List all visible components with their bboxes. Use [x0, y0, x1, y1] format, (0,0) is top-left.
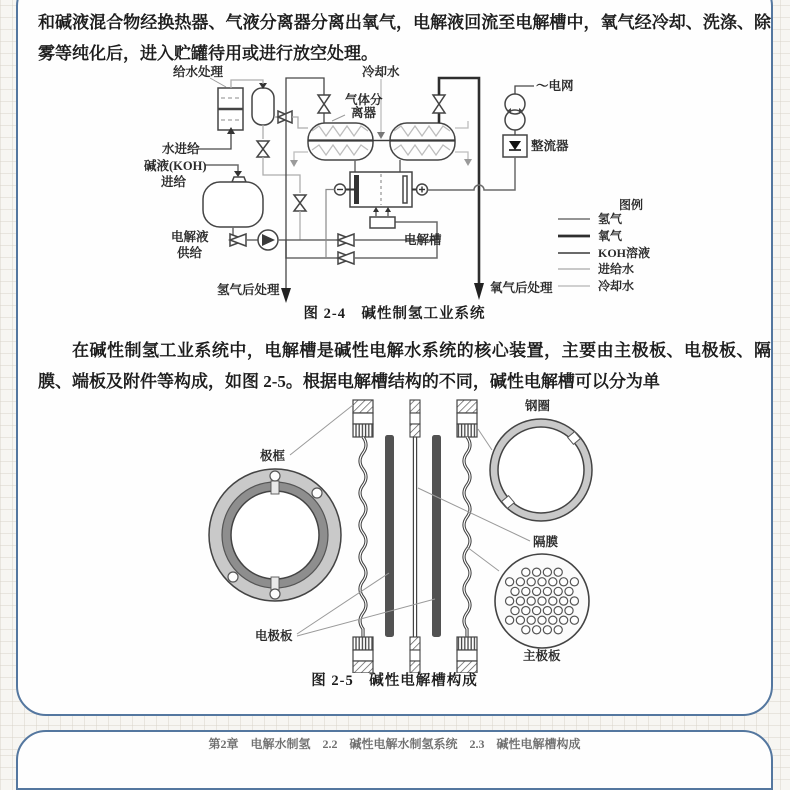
electrolyzer-cell — [335, 160, 428, 228]
feed-water-piping — [257, 111, 308, 240]
main-pole-plate-leader — [467, 547, 499, 571]
label-koh-feed-1: 碱液(KOH) — [144, 159, 207, 173]
label-o2-post-treatment: 氧气后处理 — [490, 281, 553, 295]
label-electrolyte-supply-1: 电解液 — [171, 230, 209, 244]
paragraph-oxygen-purification: 和碱液混合物经换热器、气液分离器分离出氧气，电解液回流至电解槽中，氧气经冷却、洗涤、除雾等纯化后，进入贮罐待用或进行放空处理。 — [38, 13, 771, 63]
legend-title: 图例 — [619, 198, 644, 212]
legend-feed-water: 进给水 — [598, 262, 635, 276]
legend-cooling-water: 冷却水 — [598, 279, 635, 293]
label-main-pole-plate: 主极板 — [523, 649, 561, 663]
koh-feed-tank — [203, 165, 263, 227]
legend — [558, 197, 650, 293]
figure-2-5-caption: 图 2-5 碱性电解槽构成 — [311, 673, 478, 689]
water-feed-line — [198, 127, 235, 149]
main-pole-plate — [495, 554, 589, 648]
label-gas-separator-2: 离器 — [351, 106, 377, 120]
steel-ring — [490, 419, 592, 521]
oxygen-line — [433, 78, 484, 300]
right-electrode-assembly — [457, 400, 477, 673]
pole-frame-ring — [209, 469, 341, 601]
steel-ring-leader — [478, 429, 492, 450]
water-treatment-unit — [210, 78, 243, 130]
label-electrolyte-supply-2: 供给 — [177, 246, 203, 260]
label-steel-ring: 钢圈 — [525, 399, 551, 413]
gas-separators — [308, 115, 472, 166]
electrode-plate-bar-right — [432, 435, 441, 637]
label-gas-separator-1: 气体分 — [345, 93, 383, 107]
figure-2-4-diagram — [140, 57, 788, 307]
pole-frame-leader — [290, 405, 353, 455]
next-card-partial-text: 第2章 电解水制氢 2.2 碱性电解水制氢系统 2.3 碱性电解槽构成 — [208, 737, 581, 751]
left-electrode-assembly — [353, 400, 373, 673]
legend-hydrogen: 氢气 — [598, 212, 623, 226]
label-power-grid: ～电网 — [536, 79, 574, 93]
figure-2-5-diagram — [195, 393, 605, 673]
label-cooling-water: 冷却水 — [362, 65, 400, 79]
label-diaphragm: 隔膜 — [533, 535, 559, 549]
figure-2-4-caption: 图 2-4 碱性制氢工业系统 — [303, 306, 486, 322]
label-feed-water-treatment: 给水处理 — [173, 65, 224, 79]
legend-oxygen: 氧气 — [598, 229, 623, 243]
diaphragm-assembly — [410, 400, 420, 673]
cooling-water-line — [377, 79, 385, 139]
electrode-plate-bar-left — [385, 435, 394, 637]
label-rectifier: 整流器 — [531, 139, 569, 153]
label-pole-frame: 极框 — [259, 449, 285, 463]
label-koh-feed-2: 进给 — [161, 175, 187, 189]
label-h2-post-treatment: 氢气后处理 — [217, 283, 280, 297]
paragraph-electrolyzer-intro: 在碱性制氢工业系统中，电解槽是碱性电解水系统的核心装置，主要由主极板、电极板、隔膜、端板及附件等构成，如图 2-5。根据电解槽结构的不同，碱性电解槽可以分为单 — [38, 341, 771, 391]
legend-koh-solution: KOH溶液 — [598, 246, 651, 260]
label-electrolyzer: 电解槽 — [404, 233, 442, 247]
label-electrode-plate: 电极板 — [255, 629, 293, 643]
label-water-feed: 水进给 — [162, 142, 200, 156]
